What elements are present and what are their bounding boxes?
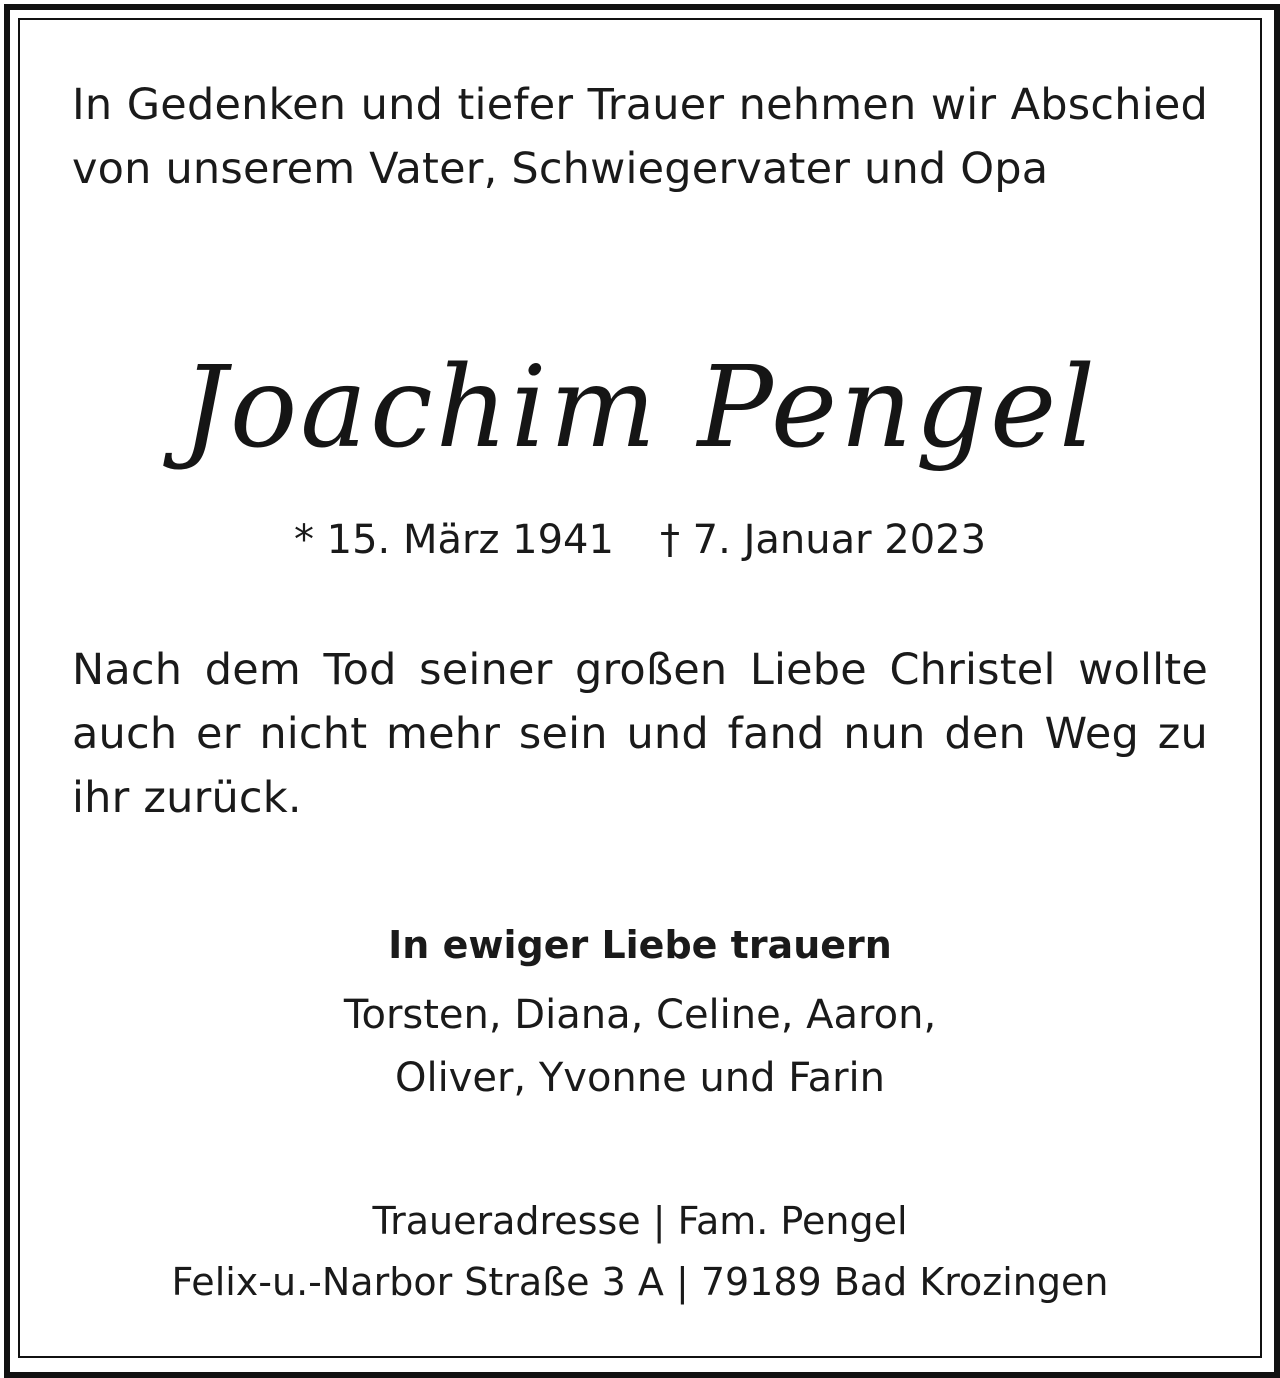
- mourning-address-label: Traueradresse | Fam. Pengel: [372, 1199, 908, 1243]
- story-text: Nach dem Tod seiner großen Liebe Christel wollte auch er nicht mehr sein und fand nun den Weg zu ihr zurück.: [72, 645, 1208, 823]
- deceased-name: Joachim Pengel: [181, 343, 1099, 473]
- mourners-heading: In ewiger Liebe trauern: [388, 923, 892, 967]
- death-date: † 7. Januar 2023: [659, 517, 987, 563]
- mourners-names-line-2: Oliver, Yvonne und Farin: [394, 1055, 886, 1101]
- birth-date: * 15. März 1941: [293, 517, 614, 563]
- life-dates: [0, 512, 1280, 568]
- mourners-names-line-1: Torsten, Diana, Celine, Aaron,: [343, 992, 937, 1038]
- mourning-address-street: Felix-u.-Narbor Straße 3 A | 79189 Bad Krozingen: [171, 1260, 1109, 1304]
- intro-text: In Gedenken und tiefer Trauer nehmen wir Abschied von unserem Vater, Schwiegervater und Opa: [72, 80, 1208, 194]
